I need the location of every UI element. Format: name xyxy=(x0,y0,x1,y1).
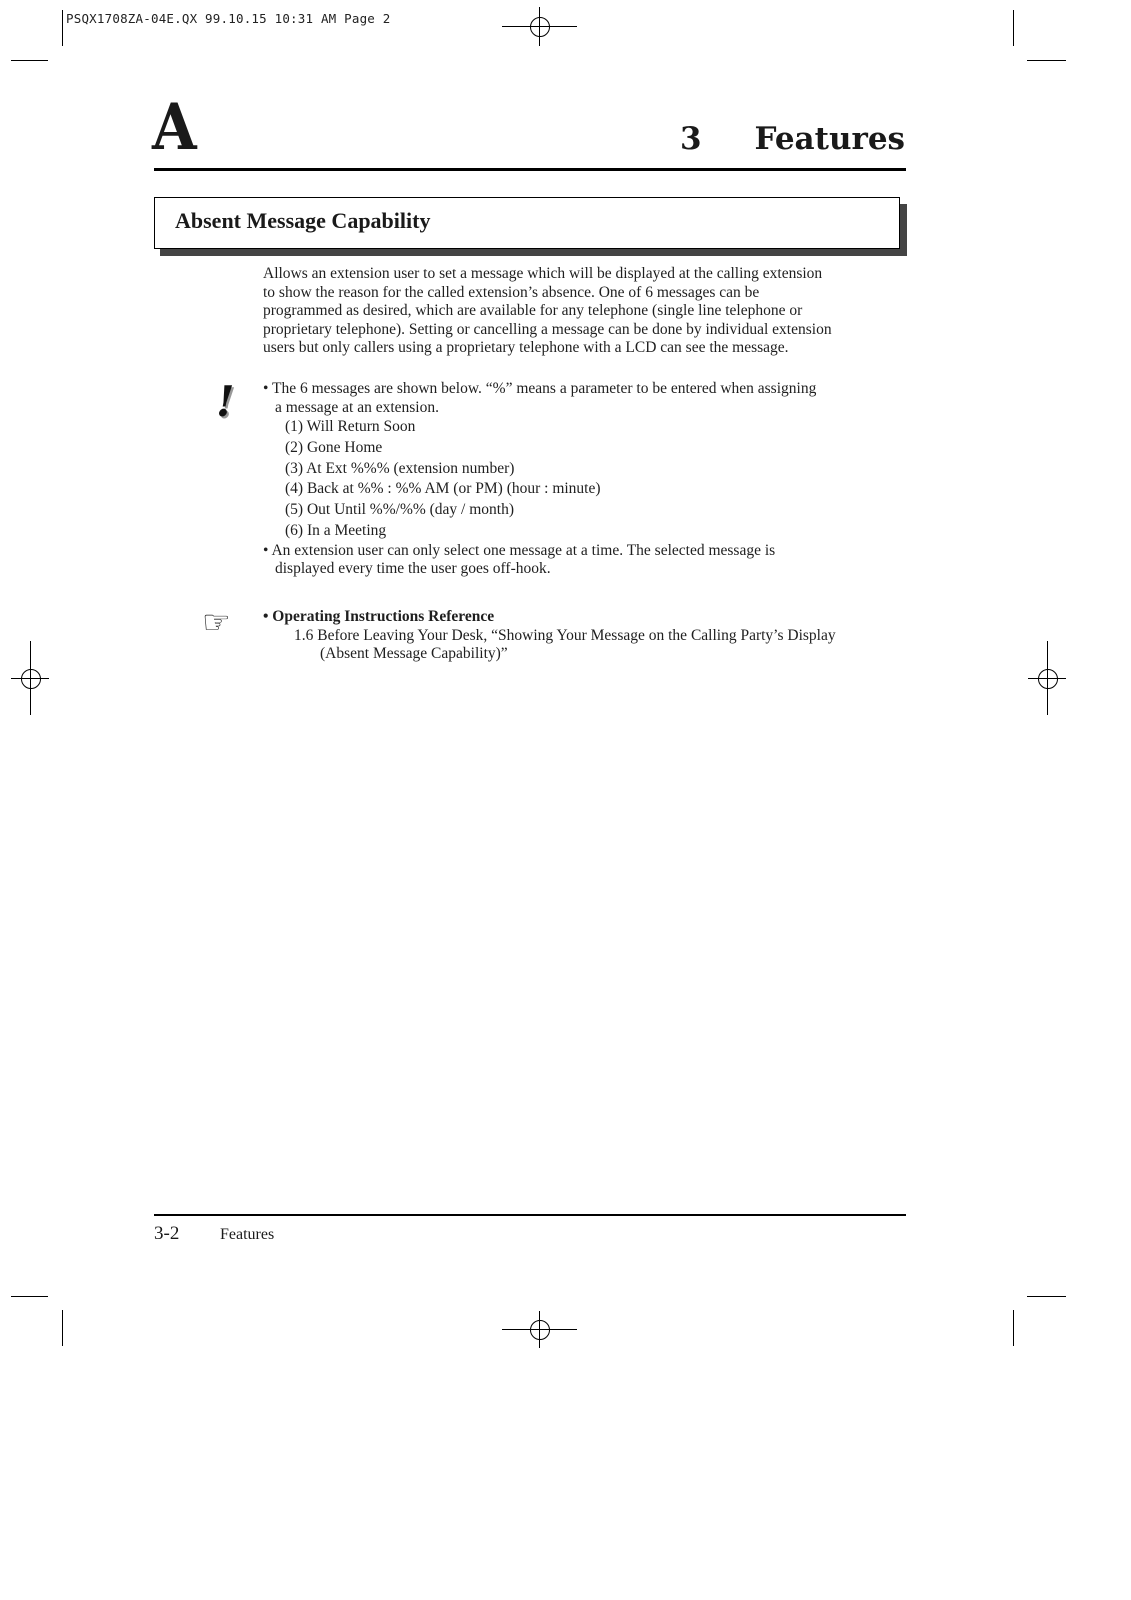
crop-mark-top-left-v xyxy=(62,10,63,46)
crop-mark-bottom-left-h xyxy=(11,1296,48,1297)
pointing-hand-icon: ☞ xyxy=(202,603,231,641)
message-item: (2) Gone Home xyxy=(285,438,383,456)
chapter-title: Features xyxy=(754,121,905,157)
intro-line: Allows an extension user to set a message which will be displayed at the calling extension xyxy=(263,265,823,282)
intro-line: users but only callers using a proprietary telephone with a LCD can see the message. xyxy=(263,339,789,356)
intro-line: to show the reason for the called extension’s absence. One of 6 messages can be xyxy=(263,283,760,301)
intro-line: programmed as desired, which are available for any telephone (single line telephone or xyxy=(263,302,803,319)
message-item: (6) In a Meeting xyxy=(285,521,387,539)
section-letter: A xyxy=(152,90,197,165)
crop-mark-top-left-h xyxy=(11,60,48,61)
exclamation-icon: ! xyxy=(216,377,235,426)
note-bullet-text: a message at an extension. xyxy=(275,398,439,416)
intro-line: proprietary telephone). Setting or cancelling a message can be done by individual extension xyxy=(263,320,832,338)
footer-title: Features xyxy=(220,1226,275,1243)
header-rule xyxy=(154,168,906,171)
crop-mark-bottom-right-v xyxy=(1013,1310,1014,1346)
note-bullet-text: displayed every time the user goes off-hook. xyxy=(275,560,551,578)
crop-mark-top-right-v xyxy=(1013,10,1014,46)
crop-mark-bottom-left-v xyxy=(62,1310,63,1346)
section-title: Absent Message Capability xyxy=(175,208,431,233)
printer-slug: PSQX1708ZA-04E.QX 99.10.15 10:31 AM Page 2 xyxy=(66,11,391,26)
notes-block xyxy=(263,380,903,579)
page-number: 3-2 xyxy=(154,1223,180,1244)
note-bullet-text: • An extension user can only select one message at a time. The selected message is xyxy=(263,541,776,559)
note-bullet-text: • The 6 messages are shown below. “%” means a parameter to be entered when assigning xyxy=(263,380,817,397)
reference-line: 1.6 Before Leaving Your Desk, “Showing Your Message on the Calling Party’s Display xyxy=(294,626,836,644)
crop-mark-bottom-right-h xyxy=(1027,1296,1066,1297)
message-item: (4) Back at %% : %% AM (or PM) (hour : minute) xyxy=(285,480,601,498)
reference-block xyxy=(263,608,903,664)
reference-line: (Absent Message Capability)” xyxy=(320,645,508,662)
message-item: (5) Out Until %%/%% (day / month) xyxy=(285,501,515,519)
crop-mark-top-right-h xyxy=(1027,60,1066,61)
reference-heading: • Operating Instructions Reference xyxy=(263,608,495,625)
chapter-number: 3 xyxy=(680,121,702,157)
intro-paragraph xyxy=(263,265,903,358)
message-item: (1) Will Return Soon xyxy=(285,418,416,435)
footer-rule xyxy=(154,1214,906,1216)
message-item: (3) At Ext %%% (extension number) xyxy=(285,459,515,477)
